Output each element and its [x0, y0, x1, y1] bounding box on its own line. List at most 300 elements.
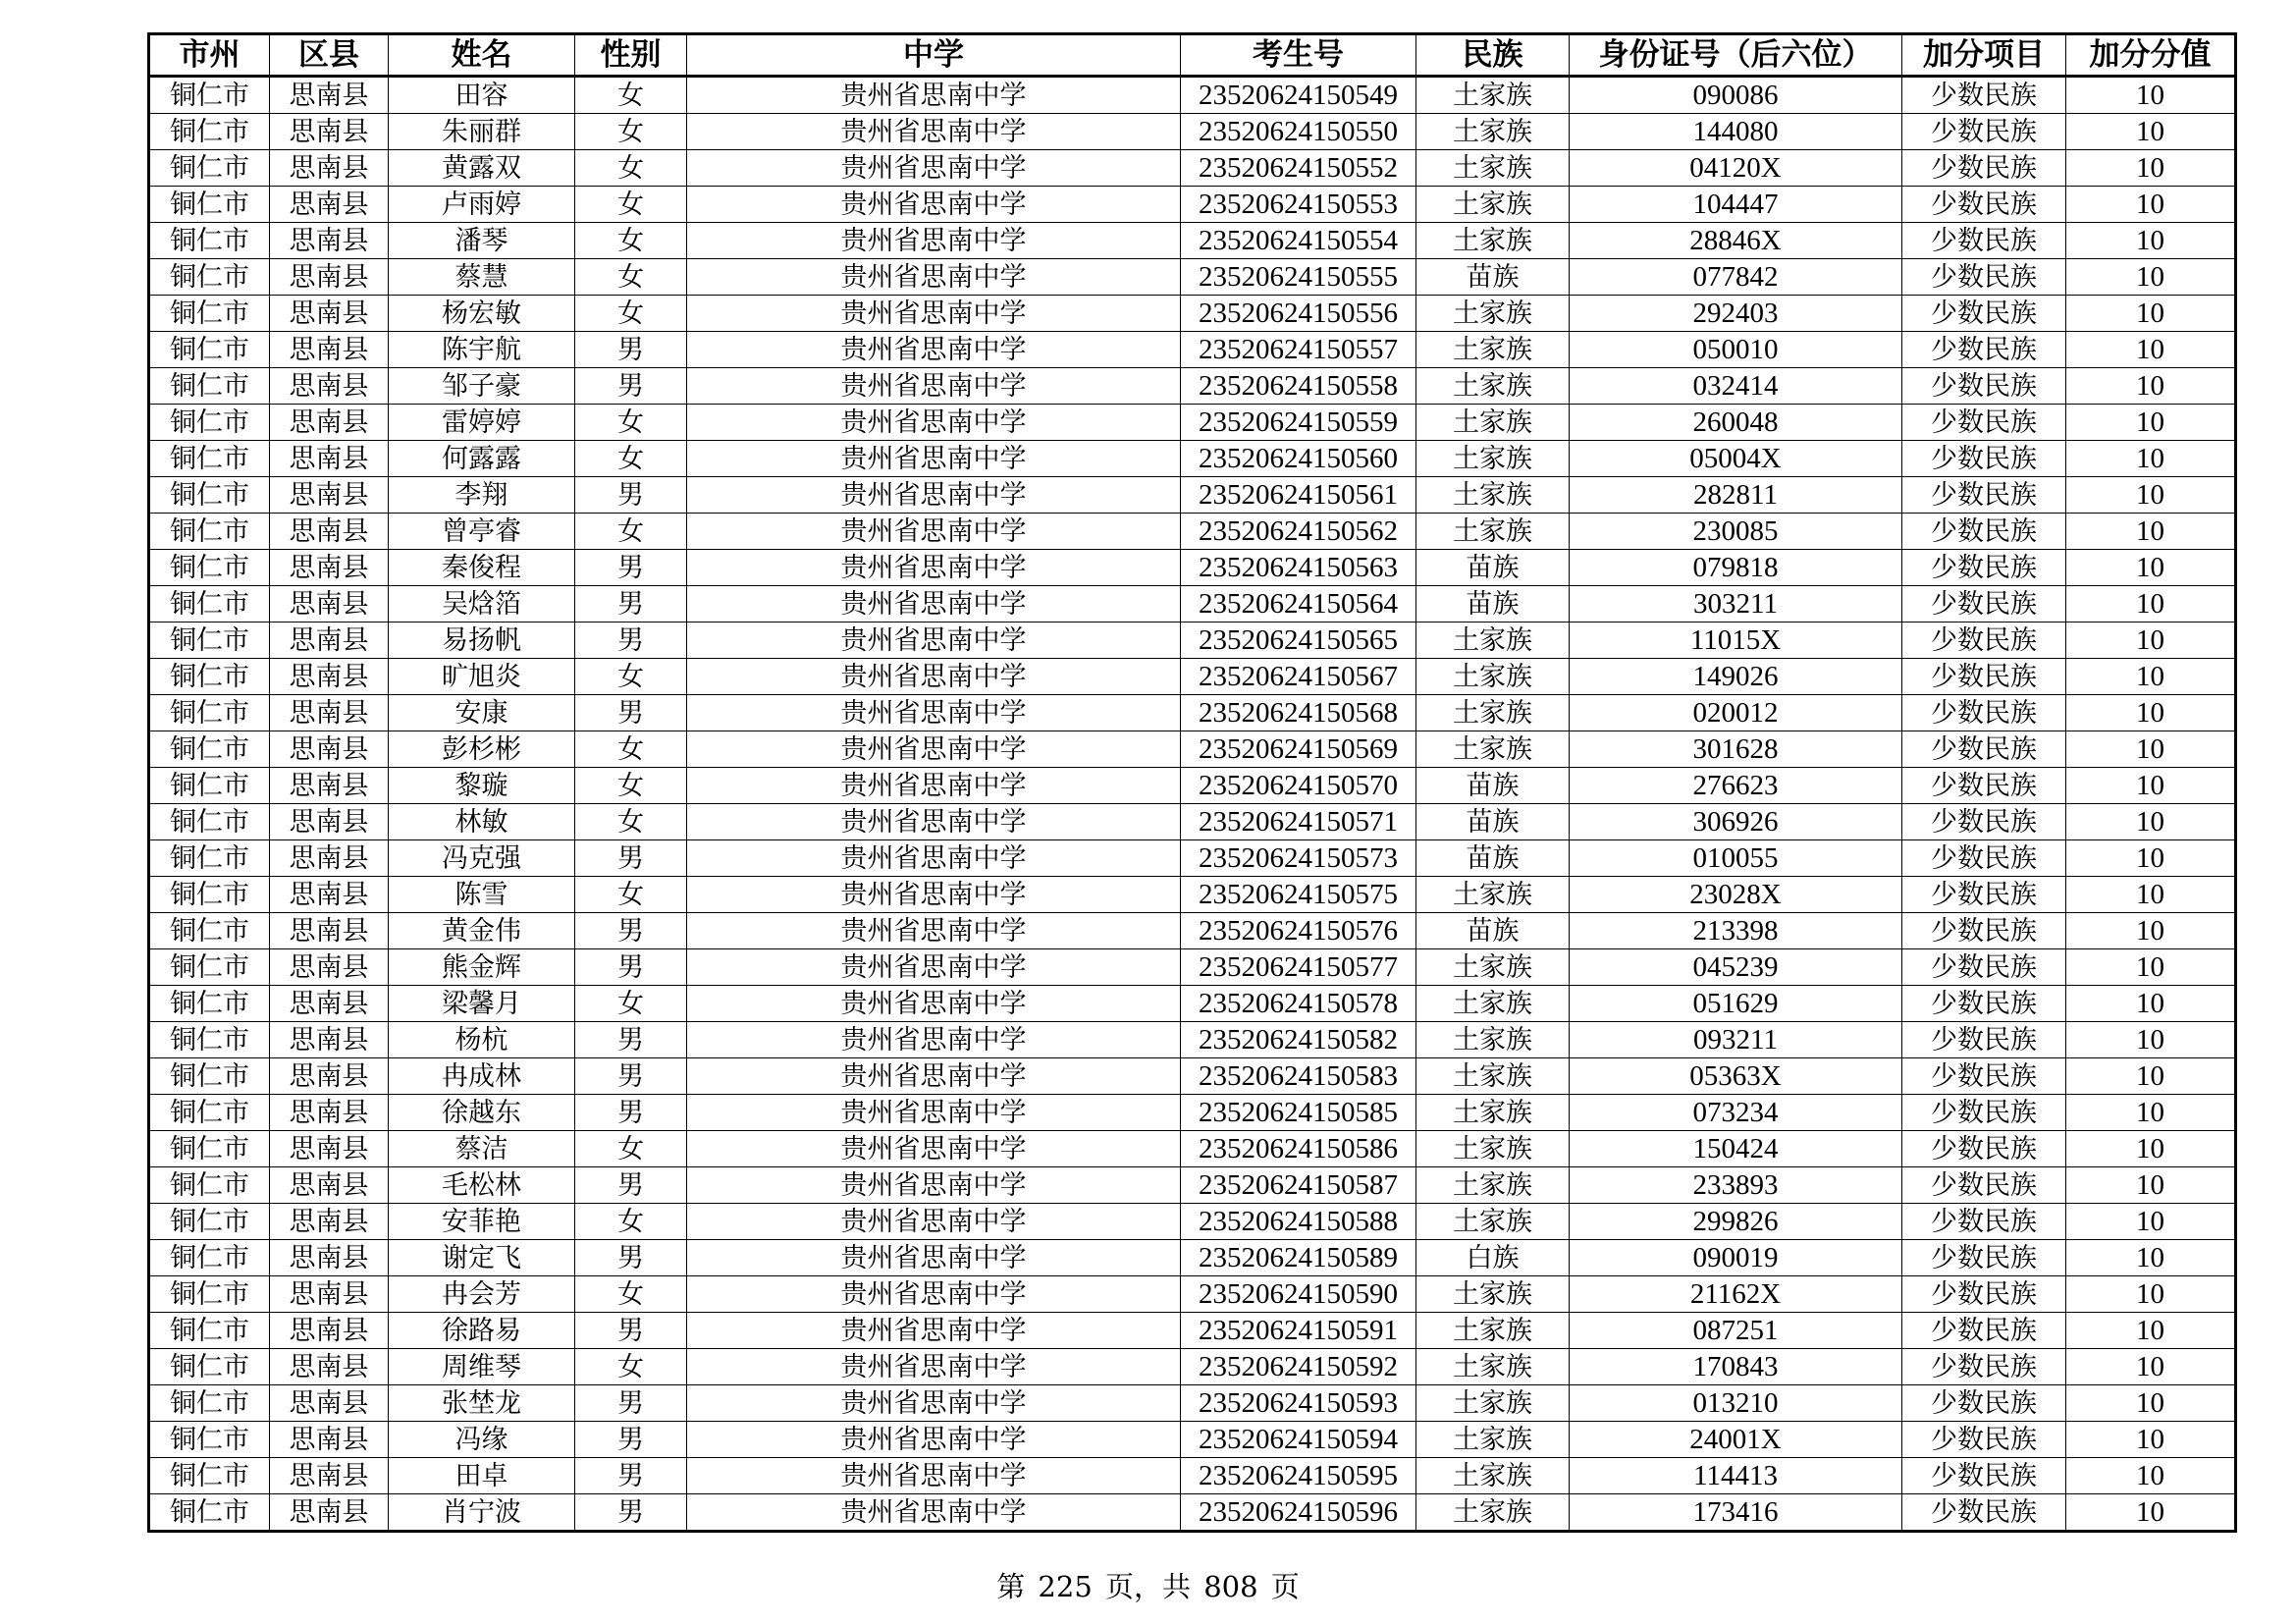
cell-city: 铜仁市: [149, 1349, 270, 1385]
table-row: [149, 405, 2236, 441]
cell-ethnicity: 苗族: [1416, 913, 1570, 949]
cell-bonus-item: 少数民族: [1902, 1349, 2066, 1385]
cell-bonus-points: 10: [2066, 1313, 2236, 1349]
cell-exam-number: 23520624150568: [1181, 695, 1416, 731]
cell-id-last-six: 292403: [1570, 296, 1902, 332]
cell-id-last-six: 150424: [1570, 1131, 1902, 1167]
cell-gender: 女: [575, 659, 687, 695]
cell-bonus-points: 10: [2066, 1494, 2236, 1532]
cell-school: 贵州省思南中学: [687, 1240, 1181, 1276]
cell-bonus-points: 10: [2066, 986, 2236, 1022]
cell-city: 铜仁市: [149, 768, 270, 804]
table-row: [149, 1058, 2236, 1095]
cell-name: 吴焓箔: [389, 586, 575, 623]
cell-county: 思南县: [270, 405, 389, 441]
cell-school: 贵州省思南中学: [687, 1385, 1181, 1422]
cell-county: 思南县: [270, 1131, 389, 1167]
cell-gender: 男: [575, 1240, 687, 1276]
cell-school: 贵州省思南中学: [687, 659, 1181, 695]
header-county: 区县: [270, 34, 389, 77]
cell-name: 杨杭: [389, 1022, 575, 1058]
cell-city: 铜仁市: [149, 949, 270, 986]
cell-bonus-item: 少数民族: [1902, 1058, 2066, 1095]
cell-id-last-six: 230085: [1570, 514, 1902, 550]
cell-bonus-points: 10: [2066, 150, 2236, 187]
cell-county: 思南县: [270, 986, 389, 1022]
cell-ethnicity: 苗族: [1416, 259, 1570, 296]
table-row: [149, 1458, 2236, 1494]
header-name: 姓名: [389, 34, 575, 77]
cell-gender: 女: [575, 441, 687, 477]
cell-exam-number: 23520624150550: [1181, 114, 1416, 150]
table-row: [149, 768, 2236, 804]
cell-county: 思南县: [270, 1167, 389, 1204]
cell-bonus-points: 10: [2066, 1240, 2236, 1276]
cell-exam-number: 23520624150592: [1181, 1349, 1416, 1385]
table-row: [149, 1095, 2236, 1131]
cell-id-last-six: 073234: [1570, 1095, 1902, 1131]
cell-gender: 男: [575, 1058, 687, 1095]
cell-ethnicity: 土家族: [1416, 77, 1570, 114]
cell-gender: 女: [575, 296, 687, 332]
cell-id-last-six: 149026: [1570, 659, 1902, 695]
cell-city: 铜仁市: [149, 731, 270, 768]
cell-name: 田容: [389, 77, 575, 114]
cell-exam-number: 23520624150583: [1181, 1058, 1416, 1095]
cell-gender: 女: [575, 77, 687, 114]
cell-gender: 男: [575, 477, 687, 514]
cell-bonus-item: 少数民族: [1902, 768, 2066, 804]
cell-name: 梁馨月: [389, 986, 575, 1022]
cell-id-last-six: 090019: [1570, 1240, 1902, 1276]
cell-gender: 男: [575, 913, 687, 949]
cell-bonus-item: 少数民族: [1902, 1494, 2066, 1532]
cell-bonus-item: 少数民族: [1902, 695, 2066, 731]
cell-county: 思南县: [270, 804, 389, 840]
cell-name: 冉会芳: [389, 1276, 575, 1313]
cell-county: 思南县: [270, 114, 389, 150]
cell-name: 黄金伟: [389, 913, 575, 949]
cell-gender: 女: [575, 187, 687, 223]
table-row: [149, 731, 2236, 768]
cell-exam-number: 23520624150558: [1181, 368, 1416, 405]
cell-city: 铜仁市: [149, 1058, 270, 1095]
cell-school: 贵州省思南中学: [687, 1022, 1181, 1058]
cell-school: 贵州省思南中学: [687, 1276, 1181, 1313]
cell-exam-number: 23520624150549: [1181, 77, 1416, 114]
cell-id-last-six: 21162X: [1570, 1276, 1902, 1313]
cell-bonus-item: 少数民族: [1902, 223, 2066, 259]
cell-ethnicity: 土家族: [1416, 1276, 1570, 1313]
table-row: [149, 913, 2236, 949]
cell-gender: 男: [575, 1095, 687, 1131]
cell-bonus-points: 10: [2066, 840, 2236, 877]
cell-id-last-six: 045239: [1570, 949, 1902, 986]
cell-ethnicity: 土家族: [1416, 1385, 1570, 1422]
cell-bonus-item: 少数民族: [1902, 296, 2066, 332]
cell-school: 贵州省思南中学: [687, 296, 1181, 332]
cell-school: 贵州省思南中学: [687, 1058, 1181, 1095]
cell-gender: 男: [575, 1458, 687, 1494]
cell-id-last-six: 24001X: [1570, 1422, 1902, 1458]
cell-exam-number: 23520624150577: [1181, 949, 1416, 986]
cell-bonus-points: 10: [2066, 1276, 2236, 1313]
cell-id-last-six: 051629: [1570, 986, 1902, 1022]
cell-ethnicity: 土家族: [1416, 1458, 1570, 1494]
cell-id-last-six: 077842: [1570, 259, 1902, 296]
cell-school: 贵州省思南中学: [687, 77, 1181, 114]
cell-name: 冉成林: [389, 1058, 575, 1095]
cell-gender: 女: [575, 1131, 687, 1167]
table-row: [149, 1349, 2236, 1385]
cell-gender: 男: [575, 586, 687, 623]
cell-bonus-points: 10: [2066, 77, 2236, 114]
cell-name: 林敏: [389, 804, 575, 840]
cell-name: 周维琴: [389, 1349, 575, 1385]
cell-name: 黎璇: [389, 768, 575, 804]
cell-exam-number: 23520624150569: [1181, 731, 1416, 768]
cell-city: 铜仁市: [149, 368, 270, 405]
cell-exam-number: 23520624150590: [1181, 1276, 1416, 1313]
cell-bonus-item: 少数民族: [1902, 1167, 2066, 1204]
cell-bonus-points: 10: [2066, 259, 2236, 296]
cell-county: 思南县: [270, 768, 389, 804]
table-row: [149, 949, 2236, 986]
table-row: [149, 77, 2236, 114]
cell-bonus-item: 少数民族: [1902, 804, 2066, 840]
cell-bonus-points: 10: [2066, 731, 2236, 768]
cell-id-last-six: 173416: [1570, 1494, 1902, 1532]
cell-county: 思南县: [270, 1022, 389, 1058]
cell-city: 铜仁市: [149, 1458, 270, 1494]
cell-school: 贵州省思南中学: [687, 368, 1181, 405]
cell-city: 铜仁市: [149, 1022, 270, 1058]
cell-ethnicity: 土家族: [1416, 659, 1570, 695]
cell-school: 贵州省思南中学: [687, 1204, 1181, 1240]
cell-gender: 男: [575, 949, 687, 986]
cell-name: 张埜龙: [389, 1385, 575, 1422]
cell-exam-number: 23520624150594: [1181, 1422, 1416, 1458]
cell-name: 谢定飞: [389, 1240, 575, 1276]
cell-bonus-item: 少数民族: [1902, 477, 2066, 514]
table-row: [149, 1131, 2236, 1167]
table-row: [149, 259, 2236, 296]
cell-city: 铜仁市: [149, 877, 270, 913]
cell-id-last-six: 303211: [1570, 586, 1902, 623]
table-row: [149, 477, 2236, 514]
cell-ethnicity: 土家族: [1416, 1349, 1570, 1385]
cell-city: 铜仁市: [149, 1276, 270, 1313]
cell-city: 铜仁市: [149, 514, 270, 550]
cell-id-last-six: 282811: [1570, 477, 1902, 514]
cell-county: 思南县: [270, 1349, 389, 1385]
cell-id-last-six: 087251: [1570, 1313, 1902, 1349]
cell-county: 思南县: [270, 477, 389, 514]
cell-county: 思南县: [270, 1276, 389, 1313]
cell-exam-number: 23520624150559: [1181, 405, 1416, 441]
cell-name: 陈雪: [389, 877, 575, 913]
cell-ethnicity: 土家族: [1416, 1167, 1570, 1204]
table-row: [149, 659, 2236, 695]
cell-id-last-six: 032414: [1570, 368, 1902, 405]
cell-name: 何露露: [389, 441, 575, 477]
cell-city: 铜仁市: [149, 804, 270, 840]
cell-exam-number: 23520624150586: [1181, 1131, 1416, 1167]
cell-ethnicity: 土家族: [1416, 1095, 1570, 1131]
table-row: [149, 150, 2236, 187]
cell-county: 思南县: [270, 259, 389, 296]
cell-school: 贵州省思南中学: [687, 514, 1181, 550]
cell-ethnicity: 土家族: [1416, 1313, 1570, 1349]
cell-ethnicity: 苗族: [1416, 550, 1570, 586]
cell-name: 蔡慧: [389, 259, 575, 296]
cell-bonus-points: 10: [2066, 405, 2236, 441]
cell-id-last-six: 306926: [1570, 804, 1902, 840]
cell-name: 朱丽群: [389, 114, 575, 150]
table-row: [149, 877, 2236, 913]
cell-school: 贵州省思南中学: [687, 586, 1181, 623]
cell-name: 邹子豪: [389, 368, 575, 405]
cell-gender: 男: [575, 1385, 687, 1422]
cell-gender: 男: [575, 695, 687, 731]
cell-bonus-points: 10: [2066, 659, 2236, 695]
cell-ethnicity: 土家族: [1416, 949, 1570, 986]
cell-bonus-item: 少数民族: [1902, 550, 2066, 586]
cell-school: 贵州省思南中学: [687, 150, 1181, 187]
cell-city: 铜仁市: [149, 1240, 270, 1276]
cell-id-last-six: 079818: [1570, 550, 1902, 586]
cell-name: 秦俊程: [389, 550, 575, 586]
cell-name: 黄露双: [389, 150, 575, 187]
cell-bonus-item: 少数民族: [1902, 659, 2066, 695]
cell-exam-number: 23520624150575: [1181, 877, 1416, 913]
cell-exam-number: 23520624150552: [1181, 150, 1416, 187]
cell-name: 曾亭睿: [389, 514, 575, 550]
cell-gender: 女: [575, 223, 687, 259]
cell-ethnicity: 土家族: [1416, 1494, 1570, 1532]
cell-id-last-six: 050010: [1570, 332, 1902, 368]
cell-city: 铜仁市: [149, 296, 270, 332]
table-row: [149, 114, 2236, 150]
table-row: [149, 550, 2236, 586]
cell-bonus-item: 少数民族: [1902, 1131, 2066, 1167]
cell-ethnicity: 土家族: [1416, 405, 1570, 441]
cell-city: 铜仁市: [149, 550, 270, 586]
cell-exam-number: 23520624150573: [1181, 840, 1416, 877]
cell-exam-number: 23520624150565: [1181, 623, 1416, 659]
table-row: [149, 986, 2236, 1022]
cell-ethnicity: 土家族: [1416, 223, 1570, 259]
bonus-points-table: [147, 32, 2237, 1533]
cell-id-last-six: 114413: [1570, 1458, 1902, 1494]
cell-school: 贵州省思南中学: [687, 768, 1181, 804]
cell-bonus-item: 少数民族: [1902, 368, 2066, 405]
table-row: [149, 332, 2236, 368]
cell-bonus-item: 少数民族: [1902, 586, 2066, 623]
cell-bonus-item: 少数民族: [1902, 77, 2066, 114]
cell-city: 铜仁市: [149, 986, 270, 1022]
cell-bonus-points: 10: [2066, 514, 2236, 550]
cell-county: 思南县: [270, 1385, 389, 1422]
cell-id-last-six: 23028X: [1570, 877, 1902, 913]
table-row: [149, 1422, 2236, 1458]
cell-ethnicity: 土家族: [1416, 296, 1570, 332]
cell-bonus-points: 10: [2066, 877, 2236, 913]
cell-county: 思南县: [270, 586, 389, 623]
cell-bonus-item: 少数民族: [1902, 986, 2066, 1022]
cell-exam-number: 23520624150588: [1181, 1204, 1416, 1240]
header-school: 中学: [687, 34, 1181, 77]
cell-exam-number: 23520624150563: [1181, 550, 1416, 586]
cell-exam-number: 23520624150553: [1181, 187, 1416, 223]
cell-city: 铜仁市: [149, 259, 270, 296]
table-body: [149, 77, 2236, 1532]
cell-id-last-six: 213398: [1570, 913, 1902, 949]
cell-ethnicity: 土家族: [1416, 114, 1570, 150]
cell-school: 贵州省思南中学: [687, 1349, 1181, 1385]
cell-bonus-item: 少数民族: [1902, 623, 2066, 659]
cell-school: 贵州省思南中学: [687, 1458, 1181, 1494]
cell-bonus-item: 少数民族: [1902, 114, 2066, 150]
cell-gender: 女: [575, 1276, 687, 1313]
cell-name: 卢雨婷: [389, 187, 575, 223]
cell-exam-number: 23520624150571: [1181, 804, 1416, 840]
cell-name: 田卓: [389, 1458, 575, 1494]
cell-ethnicity: 土家族: [1416, 368, 1570, 405]
cell-name: 安菲艳: [389, 1204, 575, 1240]
cell-gender: 女: [575, 731, 687, 768]
cell-name: 徐路易: [389, 1313, 575, 1349]
cell-bonus-item: 少数民族: [1902, 332, 2066, 368]
cell-county: 思南县: [270, 1240, 389, 1276]
cell-bonus-item: 少数民族: [1902, 1422, 2066, 1458]
cell-bonus-points: 10: [2066, 1458, 2236, 1494]
cell-school: 贵州省思南中学: [687, 623, 1181, 659]
cell-city: 铜仁市: [149, 441, 270, 477]
table-row: [149, 441, 2236, 477]
cell-city: 铜仁市: [149, 1204, 270, 1240]
cell-gender: 女: [575, 1349, 687, 1385]
cell-bonus-item: 少数民族: [1902, 877, 2066, 913]
header-gender: 性别: [575, 34, 687, 77]
cell-gender: 男: [575, 1494, 687, 1532]
cell-bonus-points: 10: [2066, 114, 2236, 150]
cell-county: 思南县: [270, 913, 389, 949]
cell-gender: 女: [575, 986, 687, 1022]
cell-gender: 男: [575, 1422, 687, 1458]
cell-gender: 女: [575, 114, 687, 150]
cell-county: 思南县: [270, 949, 389, 986]
cell-bonus-points: 10: [2066, 1095, 2236, 1131]
cell-gender: 男: [575, 1167, 687, 1204]
cell-bonus-points: 10: [2066, 441, 2236, 477]
table-row: [149, 804, 2236, 840]
cell-county: 思南县: [270, 877, 389, 913]
page-number-footer: 第 225 页，共 808 页: [996, 1570, 1300, 1603]
header-id-last-six: 身份证号（后六位）: [1570, 34, 1902, 77]
cell-exam-number: 23520624150562: [1181, 514, 1416, 550]
cell-bonus-item: 少数民族: [1902, 405, 2066, 441]
cell-ethnicity: 白族: [1416, 1240, 1570, 1276]
cell-gender: 男: [575, 368, 687, 405]
cell-city: 铜仁市: [149, 623, 270, 659]
cell-bonus-item: 少数民族: [1902, 150, 2066, 187]
cell-exam-number: 23520624150564: [1181, 586, 1416, 623]
cell-county: 思南县: [270, 550, 389, 586]
table-row: [149, 1494, 2236, 1532]
cell-school: 贵州省思南中学: [687, 223, 1181, 259]
cell-ethnicity: 土家族: [1416, 441, 1570, 477]
cell-bonus-points: 10: [2066, 1204, 2236, 1240]
cell-city: 铜仁市: [149, 332, 270, 368]
cell-exam-number: 23520624150591: [1181, 1313, 1416, 1349]
cell-id-last-six: 170843: [1570, 1349, 1902, 1385]
table-row: [149, 514, 2236, 550]
cell-city: 铜仁市: [149, 1422, 270, 1458]
cell-bonus-points: 10: [2066, 949, 2236, 986]
cell-gender: 女: [575, 514, 687, 550]
cell-ethnicity: 土家族: [1416, 1204, 1570, 1240]
cell-school: 贵州省思南中学: [687, 332, 1181, 368]
cell-county: 思南县: [270, 1494, 389, 1532]
cell-bonus-points: 10: [2066, 1385, 2236, 1422]
cell-bonus-points: 10: [2066, 332, 2236, 368]
cell-bonus-item: 少数民族: [1902, 441, 2066, 477]
cell-bonus-item: 少数民族: [1902, 1240, 2066, 1276]
cell-bonus-points: 10: [2066, 550, 2236, 586]
cell-county: 思南县: [270, 296, 389, 332]
cell-city: 铜仁市: [149, 695, 270, 731]
table-row: [149, 695, 2236, 731]
cell-ethnicity: 土家族: [1416, 1131, 1570, 1167]
cell-exam-number: 23520624150555: [1181, 259, 1416, 296]
cell-bonus-item: 少数民族: [1902, 840, 2066, 877]
cell-ethnicity: 苗族: [1416, 768, 1570, 804]
cell-exam-number: 23520624150595: [1181, 1458, 1416, 1494]
cell-ethnicity: 苗族: [1416, 840, 1570, 877]
cell-exam-number: 23520624150567: [1181, 659, 1416, 695]
cell-gender: 女: [575, 877, 687, 913]
cell-gender: 女: [575, 259, 687, 296]
cell-name: 熊金辉: [389, 949, 575, 986]
cell-bonus-points: 10: [2066, 1422, 2236, 1458]
cell-gender: 男: [575, 1022, 687, 1058]
cell-exam-number: 23520624150593: [1181, 1385, 1416, 1422]
cell-bonus-points: 10: [2066, 695, 2236, 731]
table-row: [149, 1313, 2236, 1349]
cell-bonus-points: 10: [2066, 296, 2236, 332]
cell-id-last-six: 104447: [1570, 187, 1902, 223]
cell-county: 思南县: [270, 332, 389, 368]
cell-city: 铜仁市: [149, 1494, 270, 1532]
cell-name: 雷婷婷: [389, 405, 575, 441]
cell-gender: 女: [575, 405, 687, 441]
cell-id-last-six: 090086: [1570, 77, 1902, 114]
cell-exam-number: 23520624150554: [1181, 223, 1416, 259]
cell-ethnicity: 土家族: [1416, 877, 1570, 913]
cell-id-last-six: 05004X: [1570, 441, 1902, 477]
header-ethnicity: 民族: [1416, 34, 1570, 77]
cell-exam-number: 23520624150587: [1181, 1167, 1416, 1204]
cell-bonus-item: 少数民族: [1902, 913, 2066, 949]
table-row: [149, 840, 2236, 877]
cell-exam-number: 23520624150561: [1181, 477, 1416, 514]
cell-school: 贵州省思南中学: [687, 949, 1181, 986]
cell-county: 思南县: [270, 1313, 389, 1349]
cell-ethnicity: 土家族: [1416, 187, 1570, 223]
table-row: [149, 1276, 2236, 1313]
cell-school: 贵州省思南中学: [687, 441, 1181, 477]
